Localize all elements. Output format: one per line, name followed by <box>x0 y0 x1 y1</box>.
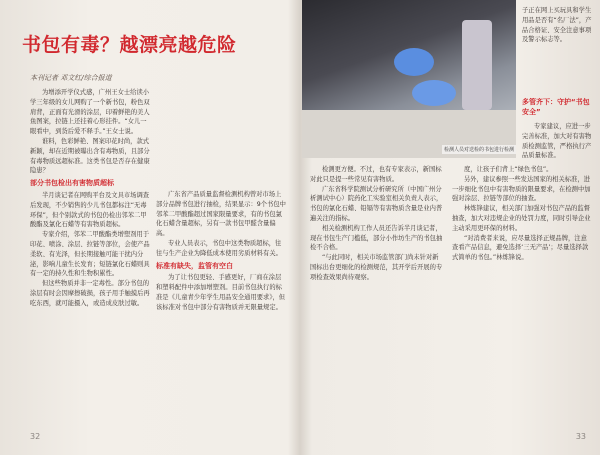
article-title: 书包有毒？越漂亮越危险 <box>22 34 237 56</box>
left-page <box>0 0 296 455</box>
photo-caption: 检测人员对送检的书包进行检测 <box>444 147 515 153</box>
body-paragraph: 专业人员表示，书包中这类物质超标，往往与生产企业为降低成本使用劣质材料有关。 <box>156 239 282 257</box>
body-paragraph: 林炼锋建议，相关部门加强对书包产品的监督抽查，加大对违规企业的处罚力度，同时引导企业主动采用更环保的材料。 <box>452 205 591 232</box>
body-paragraph: 相关检测机构工作人员还告诉半月谈记者，现在书包生产门槛低，部分小作坊生产的书包抽检不合格。 <box>310 224 443 252</box>
body-paragraph: 半月谈记者在网购平台及文具市场调查后发现，不少销售的少儿书包都标注“无毒环保”，但个别款式的书包仍检出邻苯二甲酸酯及氯化石蜡等有害物质超标。 <box>30 191 150 229</box>
intro-paragraph: 为增添开学仪式感，广州王女士给读小学三年级的女儿网购了一个新书包，粉色双肩背，正面有光滑的涂层，印着鲜艳的美人鱼图案，拉链上还挂着心形挂件。“女儿一眼看中，到货后爱不释手。”王女士说。 <box>30 89 150 136</box>
body-paragraph: 另外，建议参照一些发达国家的相关标准，进一步细化书包中有害物质的限量要求，在检测中加强对涂层、拉链等部位的抽查。 <box>452 175 591 203</box>
sidebar-paragraph: 子正在网上买玩具和学生用品是否有“名厂法”，产品合格证、安全注意事项及警示标志等。 <box>522 7 592 44</box>
sidebar-body <box>522 122 592 162</box>
lab-photo <box>302 0 516 158</box>
body-paragraph: 但这些物质并非一定毒性。部分书包的涂层有时会因摩擦破损，孩子用手触摸后再吃东西，就可能摄入，或造成皮肤过敏。 <box>30 280 150 307</box>
body-paragraph: 检测更方便。不过，也有专家表示，新国标对此只是提一些常见有害物质。 <box>310 166 442 183</box>
section-heading: 标准有缺失，监管有空白 <box>156 261 233 270</box>
body-paragraph: 为了让书包更轻、手感更好，厂商在涂层和塑料配件中添加增塑剂。目前书包执行的标准是《儿童青少年学生用品安全通用要求》，但该标准对书包中部分有害物质并无限量规定。 <box>156 274 286 311</box>
gloved-hand <box>412 80 456 106</box>
sidebar-heading: 多管齐下：守护“书包安全” <box>522 98 590 116</box>
body-paragraph: 度，让孩子们背上“绿色书包”。 <box>464 166 553 173</box>
reagent-bottle <box>462 20 492 110</box>
right-page <box>302 0 600 455</box>
right-column-1 <box>310 165 444 428</box>
sidebar-top-text <box>522 6 592 94</box>
body-paragraph: 专家介绍，邻苯二甲酸酯类增塑剂用于印花、喷涂、涂层、拉链等部位，会使产品柔软、有光泽，但长期接触可能干扰内分泌，影响儿童生长发育；短链氯化石蜡则具有一定的持久性和生物积累性。 <box>30 231 150 278</box>
body-paragraph: 广东省科学院测试分析研究所（中国广州分析测试中心）院药化工实验室相关负责人表示，书包的氯化石蜡、铅镉等有害物质含量是业内普遍关注的指标。 <box>310 185 443 222</box>
sidebar-paragraph: 专家建议，应进一步完善标准，加大对有害物质检测监管，严格执行产品质量标准。 <box>522 123 592 160</box>
page-number-left: 32 <box>30 432 41 441</box>
left-column-1 <box>30 88 150 428</box>
body-paragraph: “对消费者来说，应尽量选择正规品牌，注意查看产品信息，避免选择‘三无产品’；尽量选择款式简单的书包。”林炼锋说。 <box>452 234 589 262</box>
article-byline: 本刊记者 邓文红/综合报道 <box>30 74 112 82</box>
page-number-right: 33 <box>575 432 586 441</box>
body-paragraph: “与此同时，相关市场监管部门尚未针对新国标出台更细化的检测规范，其开学后开展的专项检查效果尚待观察。 <box>310 254 443 281</box>
section-heading: 部分书包检出有害物质超标 <box>30 179 114 188</box>
right-column-2 <box>452 165 592 428</box>
left-column-2 <box>156 190 286 428</box>
body-paragraph: 广东省产品质量监督检测机构曾对市场上部分品牌书包进行抽检，结果显示：9个书包中邻苯二甲酸酯超过国家限量要求，有的书包氯化石蜡含量超标，另有一款书包甲醛含量偏高。 <box>156 191 286 238</box>
intro-paragraph: 谁料，色彩鲜艳、图案印花时尚，款式新颖，却在近期被曝出含有毒物质，且部分有毒物质远超标准。这类书包是否存在健康隐患？ <box>30 137 150 175</box>
gloved-hand <box>394 48 434 76</box>
